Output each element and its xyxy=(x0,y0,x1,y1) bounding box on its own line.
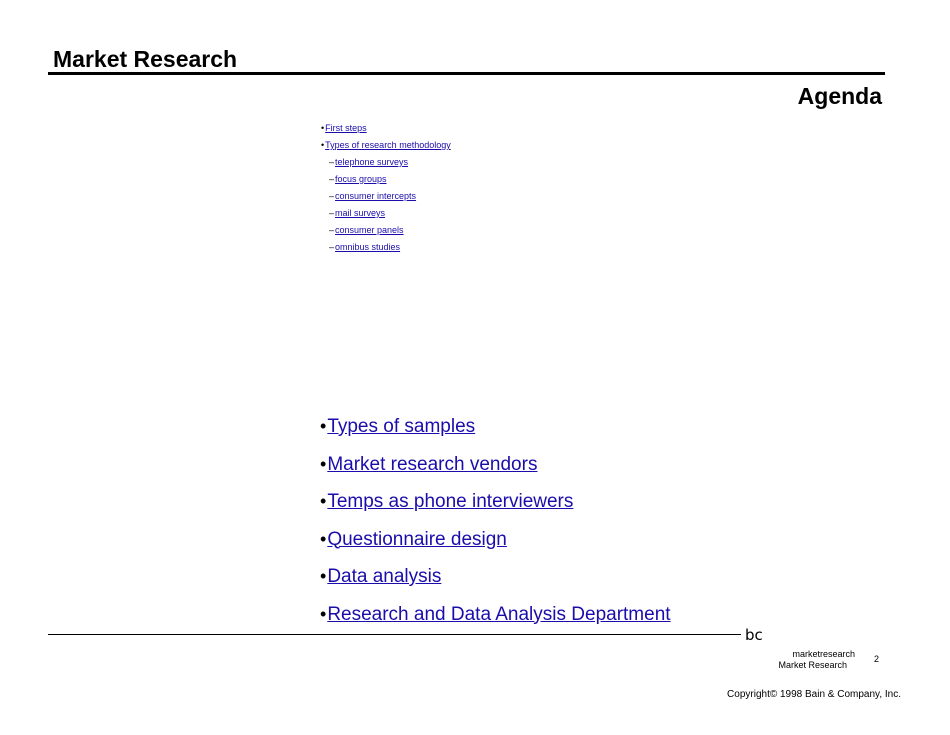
dash-icon: – xyxy=(329,242,335,252)
bullet-icon: • xyxy=(320,491,327,511)
agenda-subitem-focus-groups xyxy=(321,173,451,190)
company-logo: bc xyxy=(745,626,763,644)
page-number: 2 xyxy=(874,654,880,664)
bullet-icon: • xyxy=(320,453,327,474)
link-focus-groups[interactable]: focus groups xyxy=(335,174,387,184)
footer-file-name: marketresearch xyxy=(792,649,855,659)
agenda-heading: Agenda xyxy=(797,83,882,109)
bullet-icon: • xyxy=(320,528,327,549)
bullet-icon: • xyxy=(321,123,325,133)
agenda-list-small xyxy=(321,122,451,258)
agenda-subitem-mail-surveys xyxy=(321,207,451,224)
link-market-research-vendors[interactable]: Market research vendors xyxy=(327,453,538,475)
agenda-item-research-methodology xyxy=(321,139,451,156)
link-consumer-panels[interactable]: consumer panels xyxy=(335,225,404,235)
link-telephone-surveys[interactable]: telephone surveys xyxy=(335,157,409,167)
page-title: Market Research xyxy=(53,46,238,72)
dash-icon: – xyxy=(329,174,335,184)
link-omnibus-studies[interactable]: omnibus studies xyxy=(335,242,401,252)
agenda-item-research-and-data-analysis-department xyxy=(320,601,671,639)
link-types-of-samples[interactable]: Types of samples xyxy=(327,416,476,437)
title-divider xyxy=(48,72,885,75)
agenda-item-first-steps xyxy=(321,122,451,139)
bullet-icon: • xyxy=(320,603,327,624)
bullet-icon: • xyxy=(321,140,325,150)
bullet-icon: • xyxy=(320,416,327,436)
link-first-steps[interactable]: First steps xyxy=(325,123,367,133)
dash-icon: – xyxy=(329,208,335,218)
footer-divider xyxy=(48,634,741,635)
link-questionnaire-design[interactable]: Questionnaire design xyxy=(327,528,507,550)
link-consumer-intercepts[interactable]: consumer intercepts xyxy=(335,191,417,201)
footer-file-title: Market Research xyxy=(778,660,847,670)
link-research-and-data-analysis-department[interactable]: Research and Data Analysis Department xyxy=(327,603,671,625)
link-types-of-research-methodology[interactable]: Types of research methodology xyxy=(325,140,451,150)
agenda-subitem-telephone-surveys xyxy=(321,156,451,173)
link-temps-as-phone-interviewers[interactable]: Temps as phone interviewers xyxy=(327,491,574,512)
agenda-item-temps-as-phone-interviewers xyxy=(320,488,671,526)
bullet-icon: • xyxy=(320,566,327,586)
link-data-analysis[interactable]: Data analysis xyxy=(327,566,442,587)
agenda-item-types-of-samples xyxy=(320,413,671,451)
agenda-subitem-consumer-panels xyxy=(321,224,451,241)
agenda-subitem-consumer-intercepts xyxy=(321,190,451,207)
link-mail-surveys[interactable]: mail surveys xyxy=(335,208,386,218)
dash-icon: – xyxy=(329,225,335,235)
agenda-item-questionnaire-design xyxy=(320,526,671,564)
agenda-item-data-analysis xyxy=(320,563,671,601)
copyright-notice: Copyright© 1998 Bain & Company, Inc. xyxy=(727,689,901,700)
agenda-item-market-research-vendors xyxy=(320,451,671,489)
dash-icon: – xyxy=(329,157,335,167)
agenda-list-large xyxy=(320,413,671,638)
agenda-subitem-omnibus-studies xyxy=(321,241,451,258)
dash-icon: – xyxy=(329,191,335,201)
